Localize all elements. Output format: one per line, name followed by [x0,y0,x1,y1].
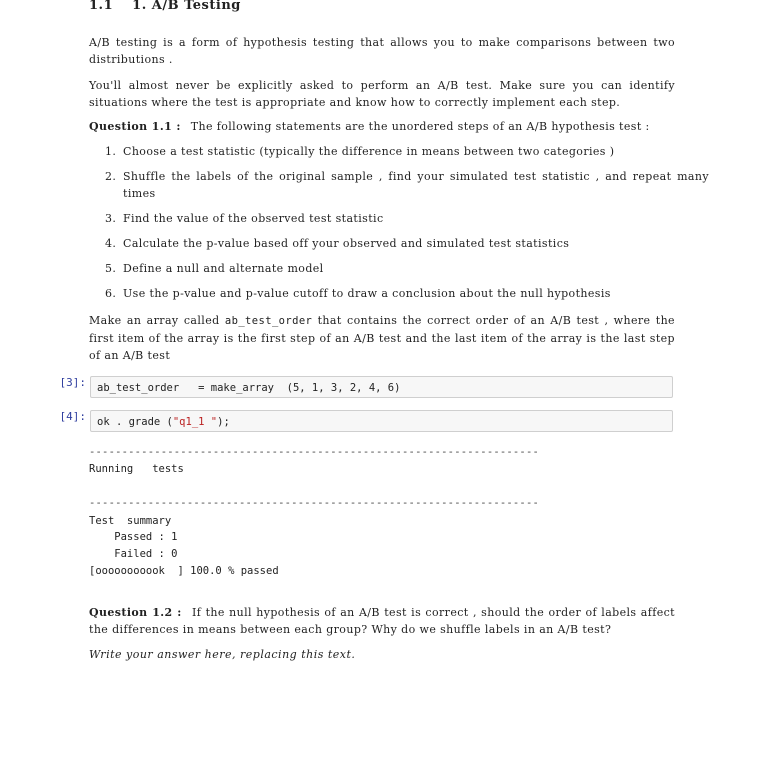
output-failed: Failed : 0 [89,548,178,560]
steps-list [89,143,709,310]
intro-paragraph: A/B testing is a form of hypothesis testing that allows you to make comparisons between two distributions . [89,36,675,66]
instruction-paragraph: Make an array called ab_test_order that contains the correct order of an A/B test , where the first item of the array is the first step of an A/B test and the last item of the array is the last step of an A/B test [89,314,675,362]
list-item: 4. Calculate the p-value based off your observed and simulated test statistics [105,237,570,250]
output-running: Running tests [89,463,184,475]
list-item: 5. Define a null and alternate model [105,262,324,275]
code-cell-3[interactable] [90,376,673,398]
inline-code: ab_test_order [224,315,313,327]
output-divider: --------------------------------------------------------------------- [89,497,539,509]
output-summary-title: Test summary [89,515,172,527]
output-divider: --------------------------------------------------------------------- [89,446,539,458]
code-text: ab_test_order = make_array (5, 1, 3, 2, 4, 6) [97,382,401,394]
output-passed: Passed : 1 [89,531,178,543]
list-item: 2. Shuffle the labels of the original sample , find your simulated test statistic , and repeat many times [105,170,709,200]
answer-placeholder[interactable]: Write your answer here, replacing this text. [89,648,356,661]
question-1-2-label: Question 1.2 : [89,606,182,619]
section-number: 1.1 [89,0,114,13]
question-1-2 [89,604,675,638]
list-item: 3. Find the value of the observed test statistic [105,212,384,225]
explicit-paragraph: You'll almost never be explicitly asked to perform an A/B test. Make sure you can identify situations where the test is appropriate and know how to correctly implement each step. [89,79,675,109]
question-1-1-label: Question 1.1 : [89,120,181,133]
output-progress: [ooooooooook ] 100.0 % passed [89,565,279,577]
cell-prompt: [3]: [59,376,86,389]
section-heading [89,0,241,13]
question-1-2-text: If the null hypothesis of an A/B test is correct , should the order of labels affect the differences in means between each group? Why do we shuffle labels in an A/B test? [89,606,675,636]
list-item: 1. Choose a test statistic (typically the difference in means between two categories ) [105,145,615,158]
section-title: 1. A/B Testing [132,0,241,13]
code-string: "q1_1 " [172,416,218,428]
cell-prompt: [4]: [59,410,86,423]
code-cell-4[interactable]: ok . grade ("q1_1 "); [90,410,673,432]
question-1-1 [89,118,675,135]
list-item: 6. Use the p-value and p-value cutoff to draw a conclusion about the null hypothesis [105,287,611,300]
question-1-1-text: The following statements are the unordered steps of an A/B hypothesis test : [190,120,650,133]
